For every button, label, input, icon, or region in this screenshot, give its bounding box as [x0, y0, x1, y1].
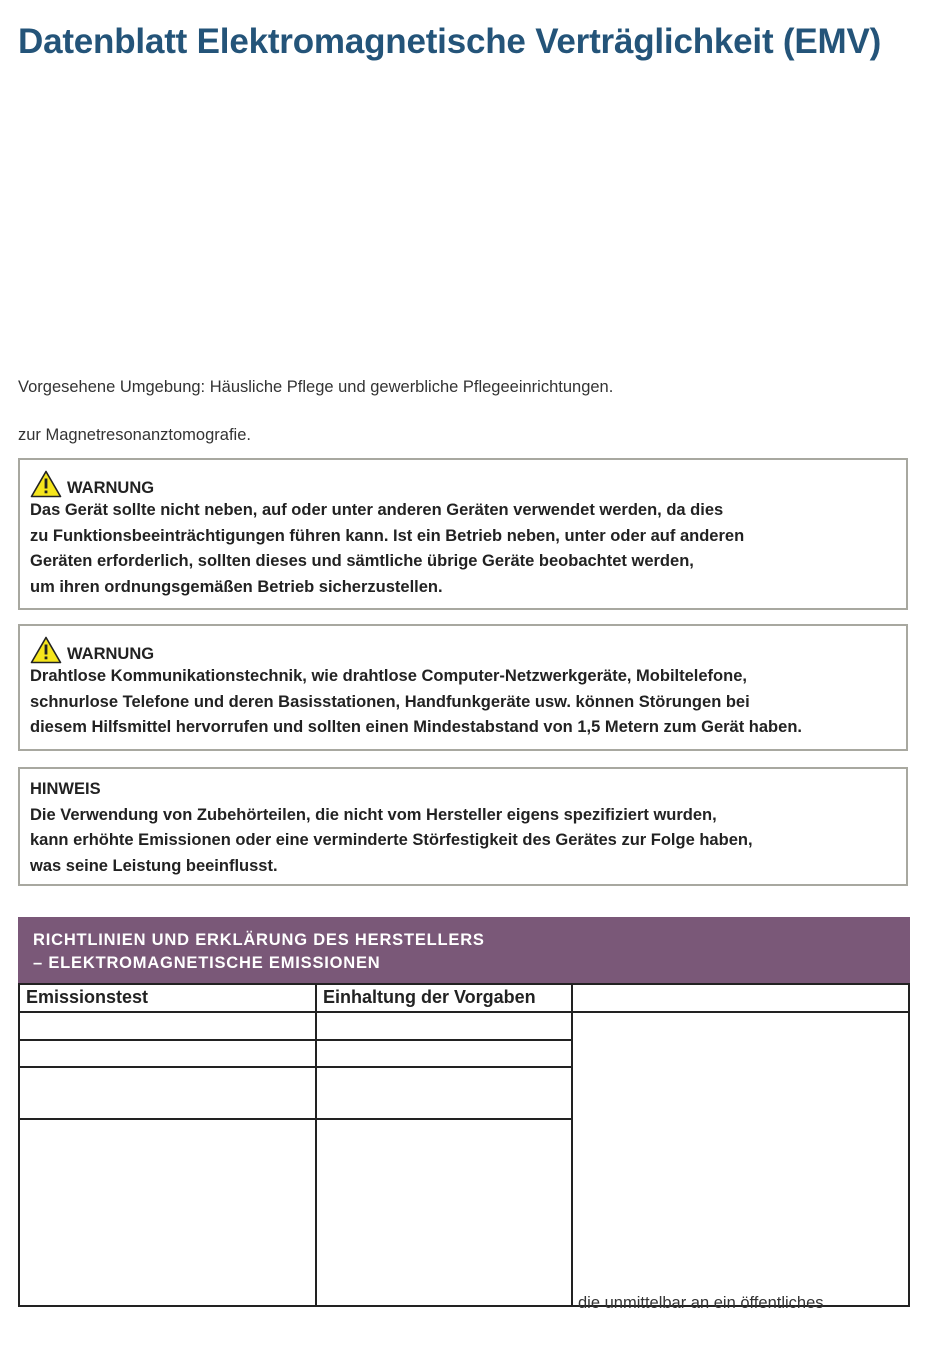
- warning-header: [30, 634, 896, 664]
- table-cell-merged: [571, 1011, 910, 1307]
- table-cell: [315, 1066, 573, 1120]
- table-cell: [315, 1039, 573, 1068]
- table-header-line1: RICHTLINIEN UND ERKLÄRUNG DES HERSTELLERS: [33, 931, 485, 949]
- hinweis-text-line: was seine Leistung beeinflusst.: [30, 856, 278, 875]
- warning-label: WARNUNG: [67, 479, 155, 497]
- intro-environment: Vorgesehene Umgebung: Häusliche Pflege und gewerbliche Pflegeeinrichtungen.: [18, 378, 614, 396]
- table-cell: [18, 1039, 317, 1068]
- table-cell: [18, 1118, 317, 1307]
- intro-mri: zur Magnetresonanztomografie.: [18, 426, 251, 444]
- hinweis-text-line: kann erhöhte Emissionen oder eine verminderte Störfestigkeit des Gerätes zur Folge haben,: [30, 831, 753, 849]
- document-title: Datenblatt Elektromagnetische Verträglichkeit (EMV): [18, 22, 882, 61]
- warning-text-line: schnurlose Telefone und deren Basisstationen, Handfunkgeräte usw. können Störungen bei: [30, 692, 750, 711]
- table-header-line2: – ELEKTROMAGNETISCHE EMISSIONEN: [33, 954, 381, 972]
- hinweis-box: [18, 767, 908, 886]
- table-cell: [18, 1011, 317, 1041]
- warning-text-line: Das Gerät sollte nicht neben, auf oder unter anderen Geräten verwendet werden, da dies: [30, 501, 724, 519]
- table-header: [18, 917, 910, 984]
- table-cell: [18, 1066, 317, 1120]
- warning-header: [30, 468, 896, 498]
- warning-text-line: um ihren ordnungsgemäßen Betrieb sicherzustellen.: [30, 577, 443, 596]
- table-cell: [315, 1118, 573, 1307]
- warning-triangle-icon: [30, 636, 62, 664]
- warning-text-line: Drahtlose Kommunikationstechnik, wie drahtlose Computer-Netzwerkgeräte, Mobiltelefone,: [30, 667, 747, 685]
- emissions-table: [18, 917, 910, 1312]
- column-header-emissionstest: Emissionstest: [18, 983, 317, 1013]
- table-grid: [18, 983, 910, 1312]
- table-note-text: die unmittelbar an ein öffentliches: [578, 1294, 824, 1312]
- warning-triangle-icon: [30, 470, 62, 498]
- warning-text-line: Geräten erforderlich, sollten dieses und sämtliche übrige Geräte beobachtet werden,: [30, 552, 694, 570]
- warning-box-1: [18, 458, 908, 610]
- hinweis-text-line: Die Verwendung von Zubehörteilen, die nicht vom Hersteller eigens spezifiziert wurden,: [30, 805, 717, 824]
- column-header-einhaltung: Einhaltung der Vorgaben: [315, 983, 573, 1013]
- warning-text-line: zu Funktionsbeeinträchtigungen führen kann. Ist ein Betrieb neben, unter oder auf anderen: [30, 526, 745, 545]
- hinweis-label: HINWEIS: [30, 780, 101, 798]
- table-cell: [315, 1011, 573, 1041]
- warning-text-line: diesem Hilfsmittel hervorrufen und sollten einen Mindestabstand von 1,5 Metern zum Gerät haben.: [30, 718, 802, 736]
- column-header-third: [571, 983, 910, 1013]
- warning-box-2: [18, 624, 908, 751]
- warning-label: WARNUNG: [67, 645, 155, 663]
